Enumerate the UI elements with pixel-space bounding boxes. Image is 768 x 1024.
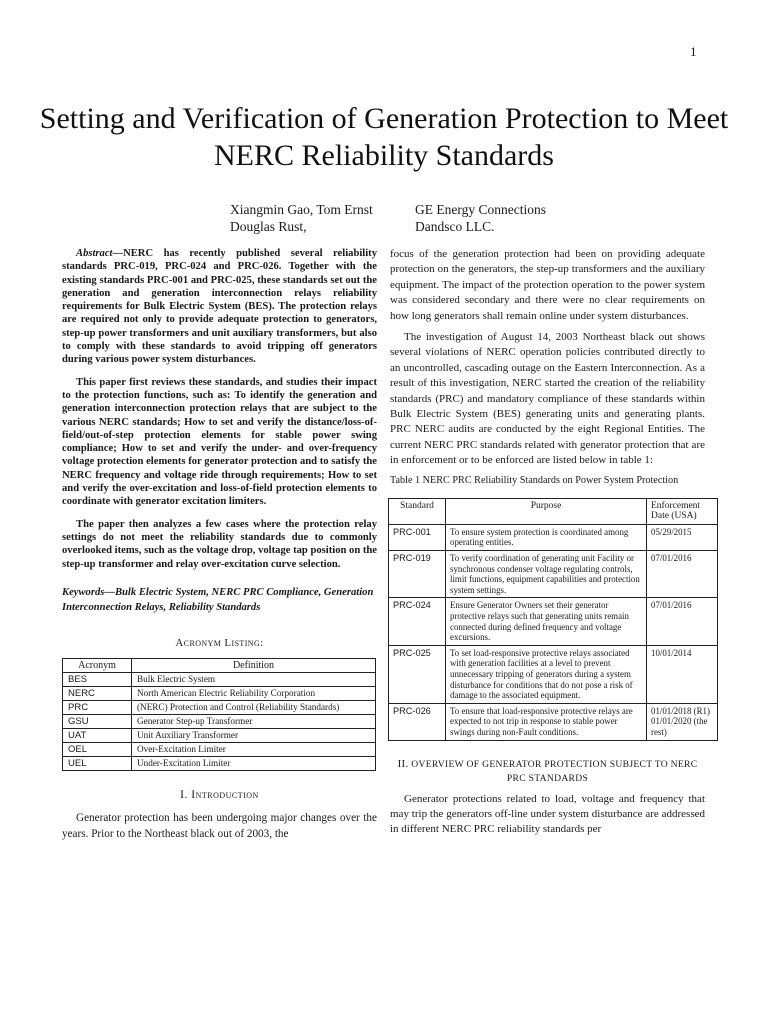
purpose-cell: To ensure that load-responsive protective relays are expected to not trip in response to stable power swings during non-Fault conditions. bbox=[446, 703, 647, 740]
acronym-cell: BES bbox=[63, 672, 132, 686]
acronym-cell: UEL bbox=[63, 756, 132, 770]
body-paragraph: The investigation of August 14, 2003 Northeast black out shows several violations of NERC operation policies contributed directly to an uncontrolled, cascading outage on the Eastern Interconnection. As a result of this investigation, NERC started the creation of the reliability standards (PRC) and mandatory compliance of these standards within Bulk Electric System (BES) generating units and generating plants. PRC NERC audits are conducted by the eight Regional Entities. The current NERC PRC standards related with generator protection that are in enforcement or to be enforced are listed below in table 1: bbox=[390, 331, 705, 467]
section-title: OVERVIEW OF GENERATOR PROTECTION SUBJECT TO NERC PRC STANDARDS bbox=[411, 758, 698, 784]
section-number: II. bbox=[397, 757, 409, 770]
acronym-cell: GSU bbox=[63, 714, 132, 728]
date-cell: 10/01/2014 bbox=[647, 645, 718, 703]
standard-cell: PRC-019 bbox=[389, 551, 446, 598]
acronym-cell: OEL bbox=[63, 742, 132, 756]
table-row bbox=[63, 686, 376, 700]
standard-cell: PRC-001 bbox=[389, 524, 446, 550]
acronym-table bbox=[62, 658, 376, 771]
purpose-cell: To set load-responsive protective relays associated with generation facilities at a level to prevent unnecessary tripping of generators during a system disturbance for conditions that do not pose a risk of damage to the associated equipment. bbox=[446, 645, 647, 703]
table-row bbox=[63, 756, 376, 770]
definition-cell: Bulk Electric System bbox=[132, 672, 376, 686]
abstract-label: Abstract bbox=[76, 248, 113, 259]
introduction-text: Generator protection has been undergoing major changes over the years. Prior to the Northeast black out of 2003, the bbox=[62, 811, 377, 841]
acronym-cell: UAT bbox=[63, 728, 132, 742]
standard-cell: PRC-026 bbox=[389, 703, 446, 740]
definition-cell: Over-Excitation Limiter bbox=[132, 742, 376, 756]
abstract bbox=[62, 247, 377, 571]
affiliation-line: GE Energy Connections bbox=[415, 202, 546, 217]
table-row bbox=[389, 524, 718, 550]
affiliation-list bbox=[415, 201, 546, 235]
definition-cell: North American Electric Reliability Corporation bbox=[132, 686, 376, 700]
section-heading-overview bbox=[390, 757, 705, 786]
section-heading-introduction: I. Introduction bbox=[180, 788, 259, 801]
table-header: Definition bbox=[132, 658, 376, 672]
standard-cell: PRC-024 bbox=[389, 598, 446, 645]
definition-cell: Generator Step-up Transformer bbox=[132, 714, 376, 728]
abstract-paragraph: The paper then analyzes a few cases where the protection relay settings do not meet the reliability standards due to commonly overlooked items, such as the voltage drop, voltage tap position on the step-up transformer and relay over-excitation curve selection. bbox=[62, 518, 377, 570]
left-column bbox=[62, 247, 377, 843]
keywords-dash: — bbox=[104, 586, 115, 598]
right-column bbox=[390, 247, 710, 844]
prc-standards-table bbox=[388, 498, 718, 741]
table-row bbox=[389, 551, 718, 598]
table-row bbox=[63, 672, 376, 686]
table-caption: Table 1 NERC PRC Reliability Standards on Power System Protection bbox=[390, 474, 679, 486]
table-header: Acronym bbox=[63, 658, 132, 672]
keywords-label: Keywords bbox=[62, 586, 105, 598]
acronym-cell: NERC bbox=[63, 686, 132, 700]
standard-cell: PRC-025 bbox=[389, 645, 446, 703]
paper-title: Setting and Verification of Generation Protection to Meet NERC Reliability Standards bbox=[39, 102, 729, 172]
date-cell: 01/01/2018 (R1) 01/01/2020 (the rest) bbox=[647, 703, 718, 740]
definition-cell: (NERC) Protection and Control (Reliability Standards) bbox=[132, 700, 376, 714]
purpose-cell: To ensure system protection is coordinated among operating entities. bbox=[446, 524, 647, 550]
acronym-listing-heading: Acronym Listing: bbox=[175, 636, 264, 649]
date-cell: 07/01/2016 bbox=[647, 551, 718, 598]
body-paragraph: Generator protections related to load, voltage and frequency that may trip the generators off-line under system disturbance are addressed in different NERC PRC reliability standards per bbox=[390, 792, 705, 836]
table-row bbox=[63, 728, 376, 742]
author-list bbox=[230, 201, 373, 235]
purpose-cell: To verify coordination of generating unit Facility or synchronous condenser voltage regulating controls, limit functions, equipment capabilities and protection system settings. bbox=[446, 551, 647, 598]
body-paragraph: focus of the generation protection had been on providing adequate protection on the generators, the step-up transformers and the auxiliary equipment. The impact of the protection operation to the power system was considered secondary and there were no clear requirements on how long generators shall remain online under system disturbances. bbox=[390, 248, 705, 322]
table-header: Purpose bbox=[446, 498, 647, 524]
acronym-cell: PRC bbox=[63, 700, 132, 714]
date-cell: 07/01/2016 bbox=[647, 598, 718, 645]
affiliation-line: Dandsco LLC. bbox=[415, 219, 495, 234]
keywords-text: Bulk Electric System, NERC PRC Compliance, Generation Interconnection Relays, Reliability Standards bbox=[62, 586, 374, 613]
definition-cell: Under-Excitation Limiter bbox=[132, 756, 376, 770]
table-header: Standard bbox=[389, 498, 446, 524]
table-row bbox=[63, 714, 376, 728]
author-line: Douglas Rust, bbox=[230, 219, 307, 234]
definition-cell: Unit Auxiliary Transformer bbox=[132, 728, 376, 742]
abstract-text: NERC has recently published several reliability standards PRC-019, PRC-024 and PRC-026. Together with the existing standards PRC-001 and PRC-025, these standards set out the generation and generation interconnection relays reliability requirements for Bulk Electric System (BES). The protection relays are required not only to provide adequate protection to generators, step-up power transformers and unit auxiliary transformers, but also to comply with these standards to avoid tripping off generators during various power system disturbances. bbox=[62, 248, 377, 366]
keywords bbox=[62, 585, 377, 615]
table-row bbox=[389, 645, 718, 703]
table-row bbox=[389, 703, 718, 740]
purpose-cell: Ensure Generator Owners set their generator protective relays such that generating units remain connected during defined frequency and voltage excursions. bbox=[446, 598, 647, 645]
table-row bbox=[63, 700, 376, 714]
table-row bbox=[63, 742, 376, 756]
date-cell: 05/29/2015 bbox=[647, 524, 718, 550]
table-row bbox=[389, 598, 718, 645]
abstract-paragraph: This paper first reviews these standards, and studies their impact to the protection functions, such as: To identify the generation and generation interconnection protection relays that are subject to the various NERC standards; How to set and verify the distance/loss-of-field/out-of-step protection elements for stable power swing compliance; How to set and verify the under- and over-frequency voltage protection elements for generator protection and to satisfy the NERC frequency and voltage ride through requirements; How to set and verify the over-excitation and loss-of-field protection elements to coordinate with generator excitation limiters. bbox=[62, 376, 377, 508]
author-line: Xiangmin Gao, Tom Ernst bbox=[230, 202, 373, 217]
abstract-dash: — bbox=[112, 248, 124, 259]
abstract-paragraph bbox=[62, 247, 377, 367]
page-number: 1 bbox=[690, 44, 697, 59]
table-header: Enforcement Date (USA) bbox=[647, 498, 718, 524]
